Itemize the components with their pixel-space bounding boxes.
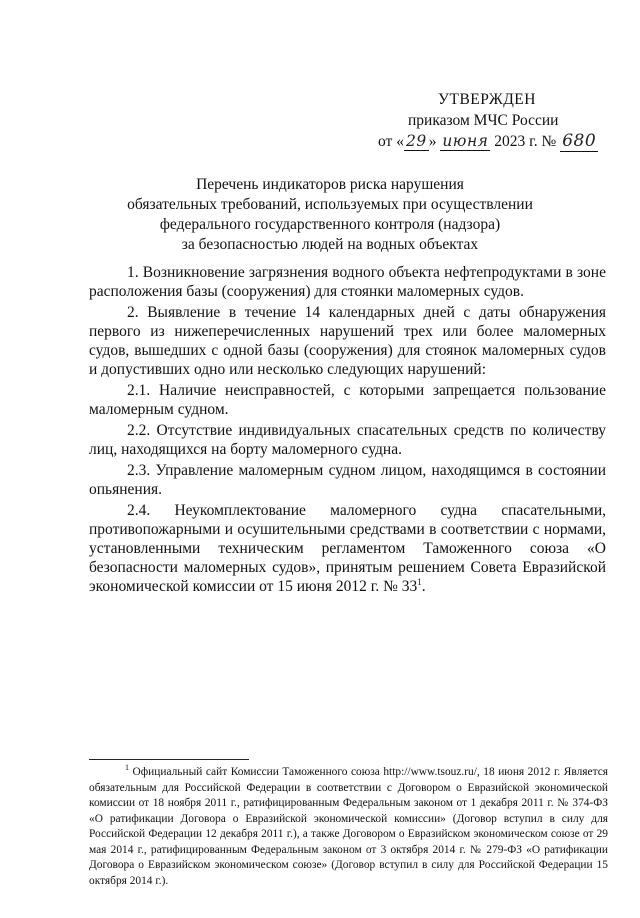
approval-date-line bbox=[378, 131, 608, 152]
approval-order: приказом МЧС России bbox=[408, 112, 559, 129]
handwritten-order-number: 680 bbox=[562, 131, 597, 151]
approval-heading: УТВЕРЖДЕН bbox=[438, 91, 536, 108]
document-title bbox=[60, 175, 600, 255]
date-mid: » bbox=[428, 133, 441, 150]
list-item: 2.4. Неукомплектование маломерного судна спасательными, противопожарными и осушительными средствами в соответствии с нормами, установленными техническим регламентом Таможенного союза «О безопасности маломерных судов», принятым решением Совета Евразийской экономической комиссии от 15 июня 2012 г. № $33^1$. bbox=[89, 502, 606, 595]
title-line: за безопасностью людей на водных объектах bbox=[181, 236, 479, 253]
approval-stamp bbox=[378, 89, 608, 152]
list-item: 2.3. Управление маломерным судном лицом, находящимся в состоянии опьянения. bbox=[89, 462, 606, 498]
list-item: 2.2. Отсутствие индивидуальных спасательных средств по количеству лиц, находящихся на борту маломерного судна. bbox=[89, 422, 606, 458]
footnote-text: Официальный сайт Комиссии Таможенного союза http://www.tsouz.ru/, 18 июня 2012 г. Является обязательным для Российской Федерации в соответствии с Договором о Евразийской экономической комиссии от 18 ноября 2011 г., ратифицированным Федеральным законом от 1 декабря 2011 г. № 374-ФЗ «О ратификации Договора о Евразийской экономической комиссии» (Договор вступил в силу для Российской Федерации 12 декабря 2011 г.), а также Договором о Евразийском экономическом союзе от 29 мая 2014 г., ратифицированным Федеральным законом от 3 октября 2014 г. № 279-ФЗ «О ратификации Договора о Евразийском экономическом союзе» (Договор вступил в силу для Российской Федерации 15 октября 2014 г.). bbox=[89, 766, 608, 887]
list-item: 1. Возникновение загрязнения водного объекта нефтепродуктами в зоне расположения базы (сооружения) для стоянки маломерных судов. bbox=[89, 264, 606, 300]
footnote-mark: 1 bbox=[125, 763, 129, 773]
indicator-list bbox=[89, 263, 606, 598]
footnote bbox=[89, 765, 608, 889]
footnote-divider bbox=[89, 759, 249, 760]
title-line: федерального государственного контроля (надзора) bbox=[159, 216, 501, 233]
handwritten-day: 29 bbox=[405, 132, 427, 150]
list-item: 2.1. Наличие неисправностей, с которыми запрещается пользование маломерным судном. bbox=[89, 382, 606, 418]
date-suffix: 2023 г. № bbox=[490, 133, 561, 150]
footnote-reference: 1 bbox=[417, 576, 422, 587]
list-item-text: 2.4. Неукомплектование маломерного судна спасательными, противопожарными и осушительными средствами в соответствии с нормами, установленными техническим регламентом Таможенного союза «О безопасности маломерных судов», принятым решением Совета Евразийской экономической комиссии от 15 июня 2012 г. № 33 bbox=[89, 502, 606, 595]
date-prefix: от « bbox=[378, 133, 404, 150]
title-line: обязательных требований, используемых при осуществлении bbox=[127, 196, 533, 213]
title-line: Перечень индикаторов риска нарушения bbox=[196, 176, 464, 193]
handwritten-month: июня bbox=[442, 132, 489, 150]
list-item: 2. Выявление в течение 14 календарных дней с даты обнаружения первого из нижеперечисленных нарушений трех или более маломерных судов, вышедших с одной базы (сооружения) для стоянок маломерных судов и допустивших одно или несколько следующих нарушений: bbox=[89, 304, 606, 378]
